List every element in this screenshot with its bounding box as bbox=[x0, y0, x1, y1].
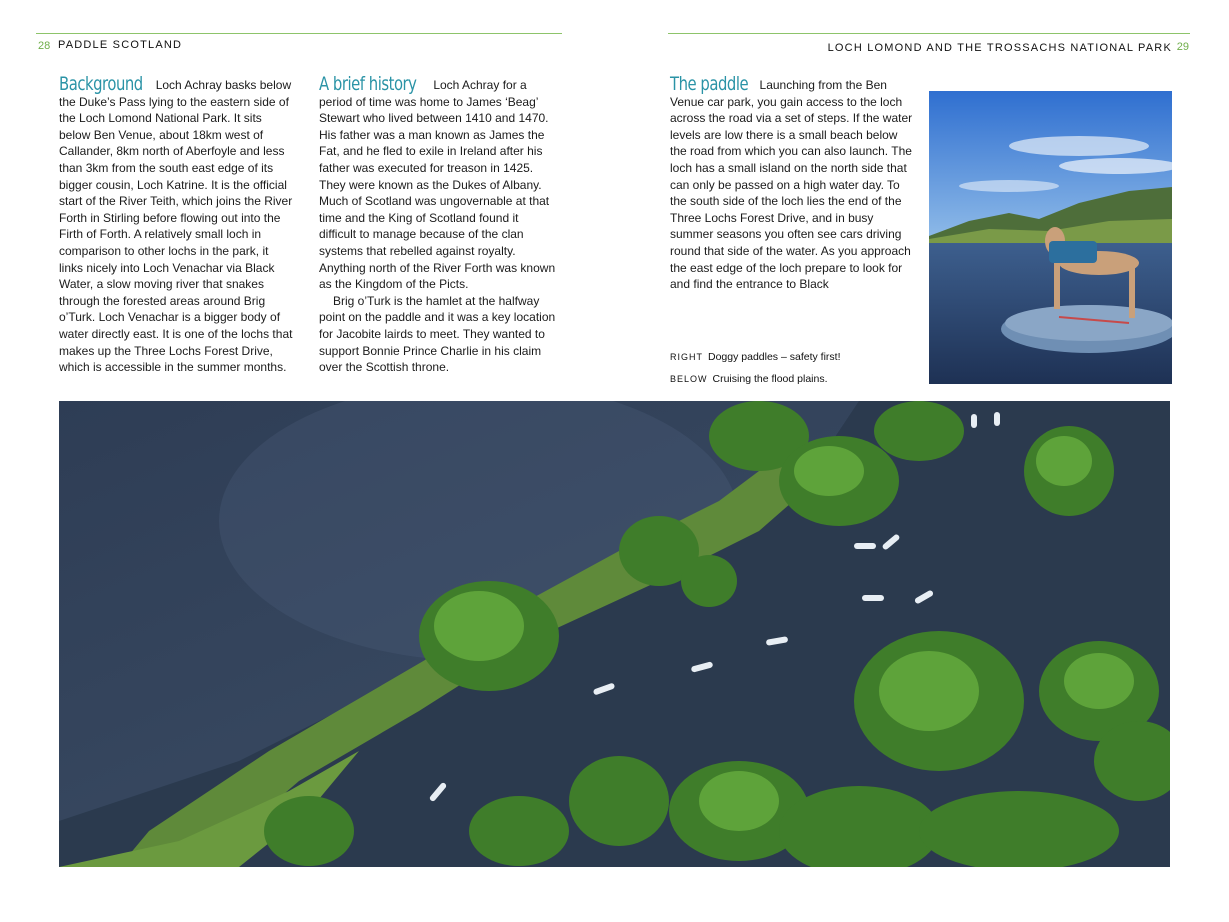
caption-right-text: Doggy paddles – safety first! bbox=[708, 351, 841, 363]
right-folio: 29 bbox=[1176, 41, 1189, 53]
background-heading: Background bbox=[59, 73, 143, 95]
caption-right-label: RIGHT bbox=[670, 352, 703, 362]
history-text-2: Brig o’Turk is the hamlet at the halfway point on the paddle and it was a key location for Jacobite lairds to meet. They wanted to support Bonnie Prince Charlie in his claim over the Scottish throne. bbox=[319, 293, 556, 375]
dog-paddleboard-photo bbox=[929, 91, 1172, 384]
paddle-column bbox=[670, 73, 914, 293]
paddle-text: Launching from the Ben Venue car park, you gain access to the loch across the road via a set of steps. If the water levels are low there is a small beach below the road from which you can also launch. The loch has a small island on the north side that can only be passed on a high water day. To the south side of the loch lies the end of the Three Lochs Forest Drive, and in busy summer seasons you often see cars driving round that side of the water. As you approach the east edge of the loch prepare to look for and find the entrance to Black bbox=[670, 78, 913, 292]
history-text-1: Loch Achray for a period of time was home to James ‘Beag’ Stewart who lived between 1410 and 1470. His father was a man known as James the Fat, and he fled to exile in Ireland after his father was executed for treason in 1425. They were known as the Dukes of Albany. Much of Scotland was ungovernable at that time and the King of Scotland found it difficult to manage because of the clan systems that rebelled against royalty. Anything north of the River Forth was known as the Kingdom of the Picts. bbox=[319, 78, 556, 292]
left-folio: 28 bbox=[38, 40, 51, 52]
aerial-flood-plains-photo bbox=[59, 401, 1170, 867]
paddle-heading: The paddle bbox=[670, 73, 749, 95]
right-running-head: LOCH LOMOND AND THE TROSSACHS NATIONAL PARK bbox=[827, 42, 1172, 54]
background-column bbox=[59, 73, 293, 376]
caption-right bbox=[670, 351, 841, 363]
left-header-rule bbox=[36, 33, 562, 34]
caption-below-label: BELOW bbox=[670, 374, 708, 384]
caption-below bbox=[670, 373, 828, 385]
left-running-head: PADDLE SCOTLAND bbox=[58, 39, 183, 51]
history-column bbox=[319, 73, 557, 376]
background-text: Loch Achray basks below the Duke’s Pass lying to the eastern side of the Loch Lomond National Park. It sits below Ben Venue, about 18km west of Callander, 8km north of Aberfoyle and less than 3km from the south east edge of its bigger cousin, Loch Katrine. It is the official start of the River Teith, which joins the River Forth in Stirling before flowing out into the Firth of Forth. A relatively small loch in comparison to other lochs in the park, it links nicely into Loch Venachar via Black Water, a slow moving river that snakes through the forested areas around Brig o’Turk. Loch Venachar is a bigger body of water directly east. It is one of the lochs that makes up the Three Lochs Forest Drive, which is accessible in the summer months. bbox=[59, 78, 293, 375]
right-header-rule bbox=[668, 33, 1190, 34]
history-heading: A brief history bbox=[319, 73, 417, 95]
caption-below-text: Cruising the flood plains. bbox=[712, 373, 828, 385]
